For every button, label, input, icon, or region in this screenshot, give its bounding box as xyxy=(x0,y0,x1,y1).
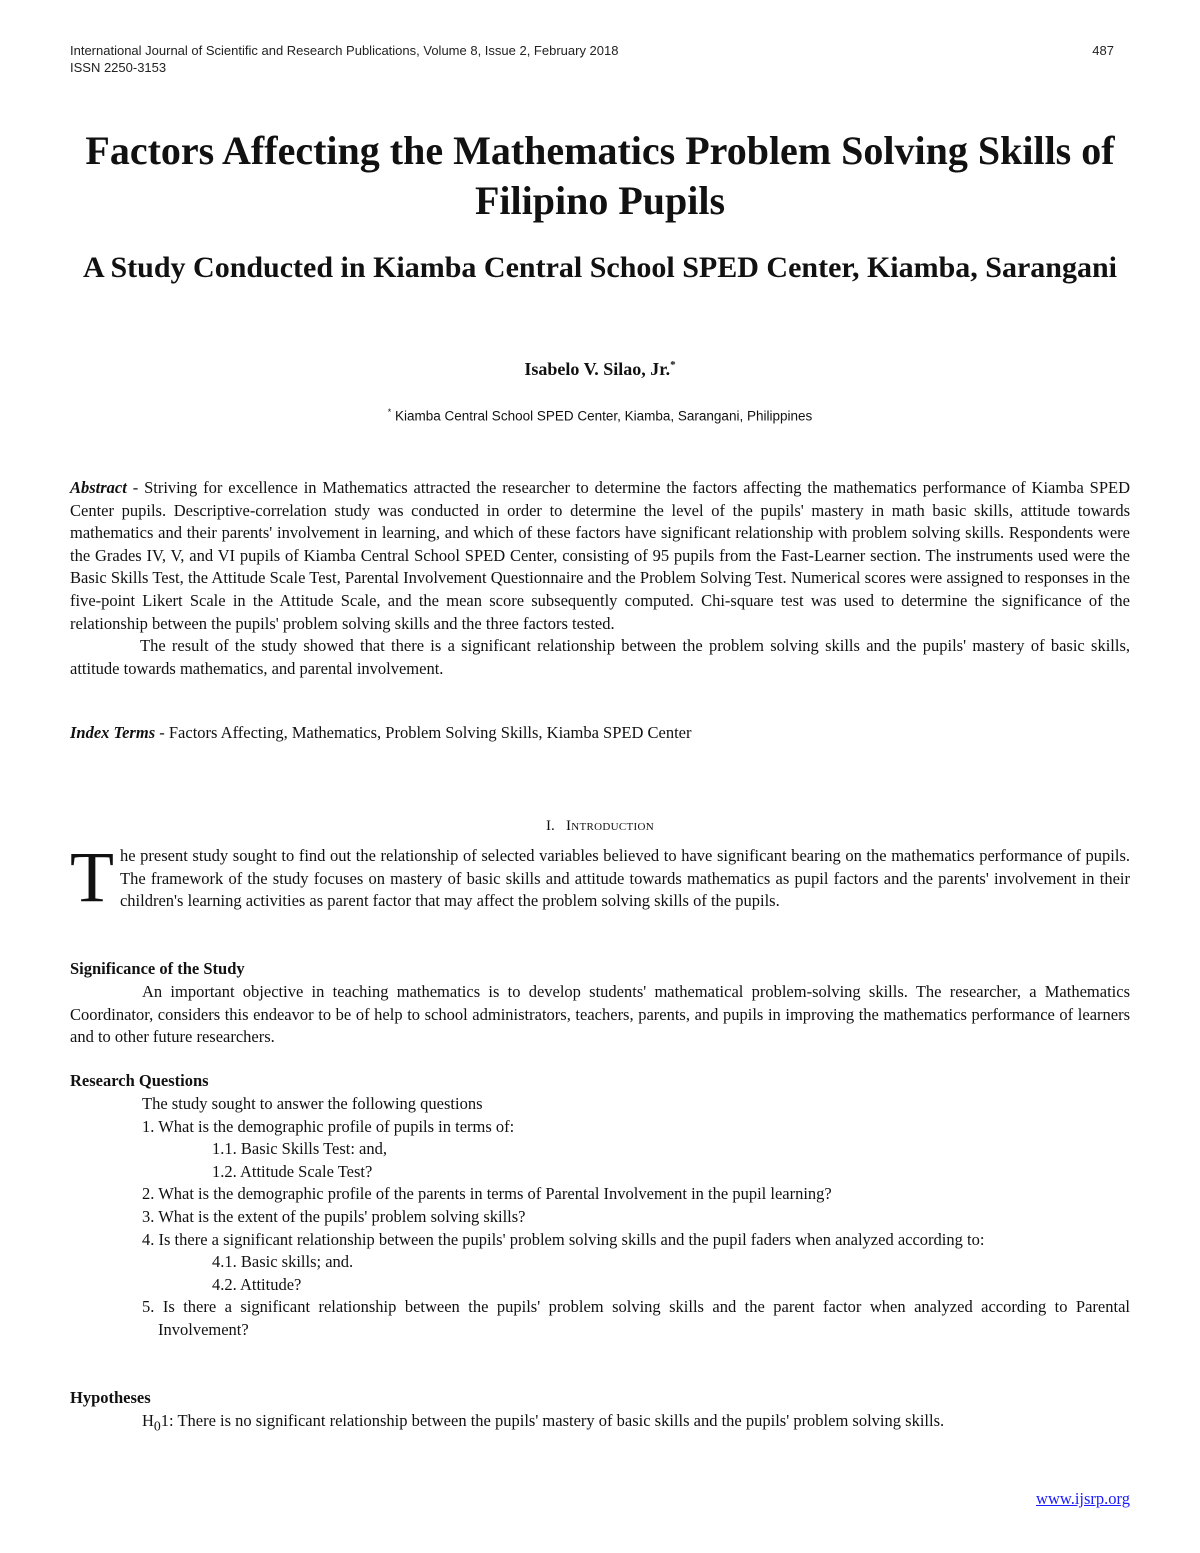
list-item: 2. What is the demographic profile of the parents in terms of Parental Involvement in the pupil learning? xyxy=(142,1184,832,1204)
abstract-paragraph-1 xyxy=(70,477,1130,635)
hypothesis-subscript: 0 xyxy=(153,1418,161,1434)
list-item: 4. Is there a significant relationship between the pupils' problem solving skills and the pupil faders when analyzed according to: xyxy=(142,1229,985,1249)
abstract-label: Abstract xyxy=(70,478,127,497)
hypothesis-text: 1: There is no significant relationship between the pupils' mastery of basic skills and the pupils' problem solving skills. xyxy=(160,1411,945,1430)
journal-website-link[interactable]: www.ijsrp.org xyxy=(1036,1489,1130,1508)
significance-text: An important objective in teaching mathematics is to develop students' mathematical problem-solving skills. The researcher, a Mathematics Coordinator, considers this endeavor to be of help to school administrators, teachers, parents, and pupils in improving the mathematics performance of learners and to other future researchers. xyxy=(70,982,1130,1047)
abstract xyxy=(70,477,1130,680)
section-title: Introduction xyxy=(565,818,655,834)
hypothesis-symbol: H xyxy=(142,1411,154,1430)
section-number: I. xyxy=(545,818,555,834)
list-item: 1. What is the demographic profile of pupils in terms of: xyxy=(142,1116,515,1136)
hypothesis-1 xyxy=(70,1410,1130,1438)
hypotheses-heading: Hypotheses xyxy=(70,1388,151,1407)
issn: ISSN 2250-3153 xyxy=(70,60,167,75)
list-item: 3. What is the extent of the pupils' problem solving skills? xyxy=(142,1206,526,1226)
list-item: 4.2. Attitude? xyxy=(212,1274,302,1294)
introduction-text: he present study sought to find out the relationship of selected variables believed to have significant bearing on the mathematics performance of pupils. The framework of the study focuses on mastery of basic skills and attitude towards mathematics as pupil factors and the parents' involvement in their children's learning activities as parent factor that may affect the problem solving skills of the pupils. xyxy=(119,846,1130,911)
research-questions-heading: Research Questions xyxy=(70,1071,209,1090)
research-questions-lead: The study sought to answer the following questions xyxy=(142,1094,483,1113)
list-item: 4.1. Basic skills; and. xyxy=(212,1252,354,1272)
abstract-paragraph-2: The result of the study showed that there is a significant relationship between the problem solving skills and the pupils' mastery of basic skills, attitude towards mathematics, and parental involvement. xyxy=(70,636,1130,678)
significance-section xyxy=(70,981,1130,1049)
list-item: 5. Is there a significant relationship between the pupils' problem solving skills and the parent factor when analyzed according to Parental Involvement? xyxy=(142,1297,1130,1339)
section-heading-introduction xyxy=(70,816,1130,836)
affiliation xyxy=(70,403,1130,426)
running-header xyxy=(70,42,1130,76)
drop-cap: T xyxy=(70,837,114,917)
introduction-paragraph xyxy=(70,837,1130,917)
index-terms xyxy=(70,722,1130,745)
abstract-text-1: - Striving for excellence in Mathematics attracted the researcher to determine the factors affecting the mathematics performance of Kiamba SPED Center pupils. Descriptive-correlation study was conducted in order to determine the level of the pupils' mastery in math basic skills, attitude towards mathematics and their parents' involvement in learning, and which of these factors have significant relationship with problem solving skills. Respondents were the Grades IV, V, and VI pupils of Kiamba Central School SPED Center, consisting of 95 pupils from the Fast-Learner section. The instruments used were the Basic Skills Test, the Attitude Scale Test, Parental Involvement Questionnaire and the Problem Solving Test. Numerical scores were assigned to responses in the five-point Likert Scale in the Attitude Scale, and the mean score subsequently computed. Chi-square test was used to determine the significance of the relationship between the pupils' problem solving skills and the three factors tested. xyxy=(70,478,1130,633)
affiliation-text: Kiamba Central School SPED Center, Kiamba, Sarangani, Philippines xyxy=(395,408,813,424)
author xyxy=(70,354,1130,380)
author-mark: * xyxy=(670,359,676,371)
list-item: 1.1. Basic Skills Test: and, xyxy=(212,1139,387,1159)
index-terms-label: Index Terms xyxy=(70,723,156,742)
author-name: Isabelo V. Silao, Jr. xyxy=(524,359,671,379)
significance-heading: Significance of the Study xyxy=(70,959,245,978)
paper-subtitle: A Study Conducted in Kiamba Central School SPED Center, Kiamba, Sarangani xyxy=(82,251,1118,284)
page-number: 487 xyxy=(1092,43,1114,58)
hypotheses-section xyxy=(70,1410,1130,1438)
index-terms-text: - Factors Affecting, Mathematics, Problem Solving Skills, Kiamba SPED Center xyxy=(159,723,692,742)
list-item: 1.2. Attitude Scale Test? xyxy=(212,1161,373,1181)
affiliation-mark: * xyxy=(387,407,392,417)
research-questions-list xyxy=(70,1093,1130,1342)
paper-title: Factors Affecting the Mathematics Problem Solving Skills of Filipino Pupils xyxy=(85,128,1115,223)
journal-citation: International Journal of Scientific and Research Publications, Volume 8, Issue 2, February 2018 xyxy=(70,43,619,58)
